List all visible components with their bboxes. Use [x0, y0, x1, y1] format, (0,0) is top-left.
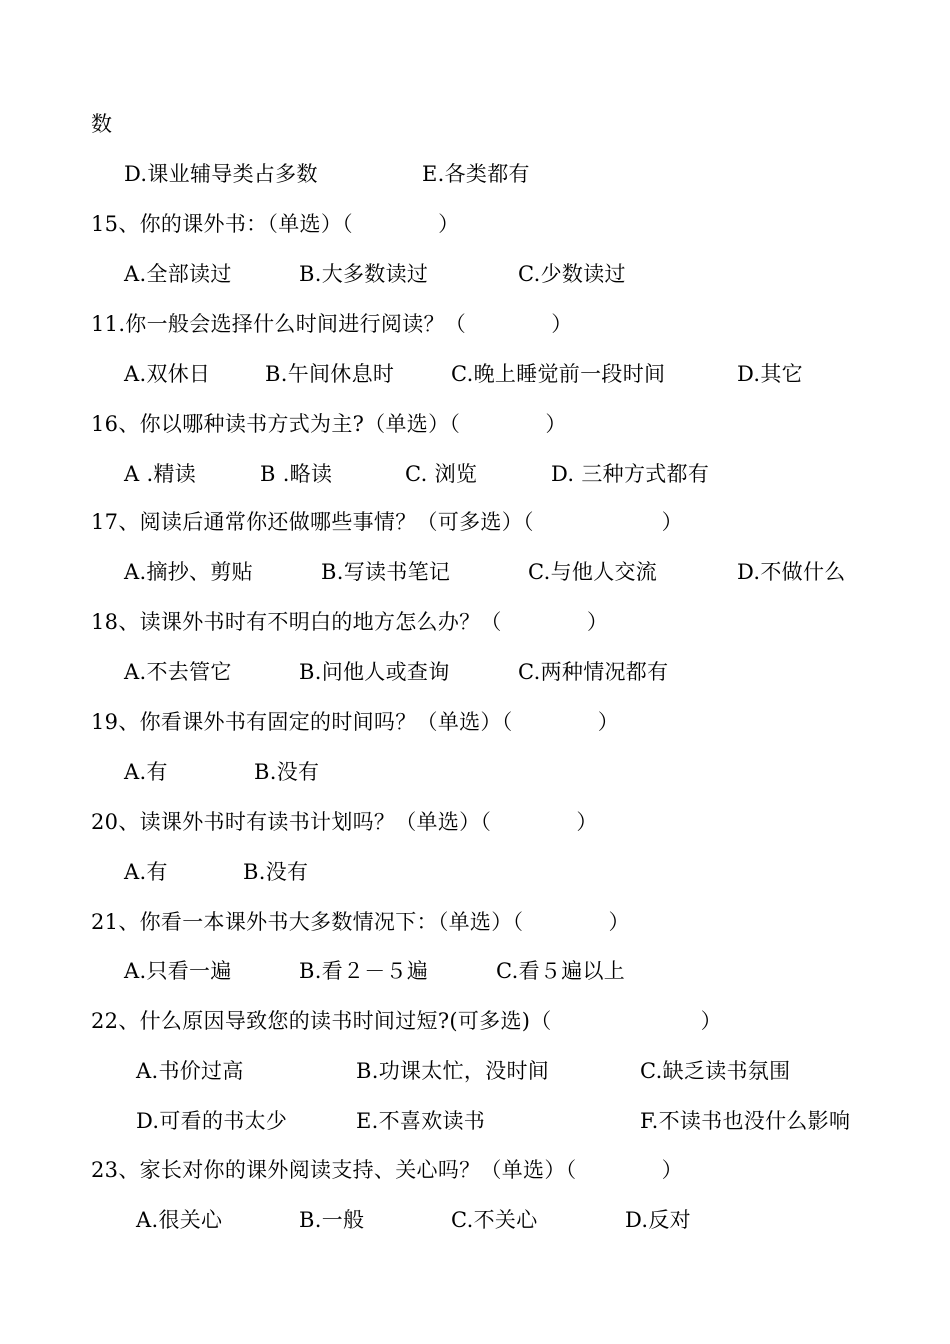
answer-option[interactable]: B.没有: [243, 860, 309, 884]
answer-option[interactable]: C.少数读过: [518, 262, 626, 286]
answer-option[interactable]: B.功课太忙，没时间: [356, 1059, 550, 1083]
answer-option[interactable]: A.有: [124, 760, 168, 784]
question-text: 16、你以哪种读书方式为主?（单选）（ ）: [91, 412, 567, 436]
continuation-text: 数: [91, 112, 113, 136]
question-text: 21、你看一本课外书大多数情况下：（单选）（ ）: [91, 910, 630, 934]
answer-option[interactable]: E.不喜欢读书: [356, 1109, 486, 1133]
answer-option[interactable]: B .略读: [260, 462, 333, 486]
answer-option[interactable]: D.其它: [737, 362, 803, 386]
answer-option[interactable]: D.课业辅导类占多数: [124, 162, 318, 186]
answer-option[interactable]: B.大多数读过: [299, 262, 429, 286]
answer-option[interactable]: A.全部读过: [124, 262, 232, 286]
answer-option[interactable]: A.双休日: [124, 362, 211, 386]
answer-option[interactable]: C.缺乏读书氛围: [640, 1059, 791, 1083]
answer-option[interactable]: C.与他人交流: [528, 560, 658, 584]
answer-option[interactable]: C. 浏览: [405, 462, 478, 486]
answer-option[interactable]: C.不关心: [451, 1208, 538, 1232]
answer-option[interactable]: A.很关心: [136, 1208, 223, 1232]
answer-option[interactable]: B.午间休息时: [265, 362, 395, 386]
question-text: 20、读课外书时有读书计划吗？（单选）（ ）: [91, 810, 598, 834]
question-text: 11.你一般会选择什么时间进行阅读？（ ）: [91, 312, 573, 336]
answer-option[interactable]: A.摘抄、剪贴: [124, 560, 253, 584]
question-text: 22、什么原因导致您的读书时间过短?(可多选)（ ）: [91, 1009, 722, 1033]
answer-option[interactable]: B.问他人或查询: [299, 660, 450, 684]
question-text: 19、你看课外书有固定的时间吗？（单选）（ ）: [91, 710, 620, 734]
answer-option[interactable]: A.只看一遍: [124, 959, 232, 983]
question-text: 18、读课外书时有不明白的地方怎么办？（ ）: [91, 610, 609, 634]
answer-option[interactable]: B.没有: [254, 760, 320, 784]
answer-option[interactable]: B.看２－５遍: [299, 959, 429, 983]
answer-option[interactable]: C.晚上睡觉前一段时间: [451, 362, 666, 386]
answer-option[interactable]: C.看５遍以上: [496, 959, 626, 983]
answer-option[interactable]: B.一般: [299, 1208, 365, 1232]
answer-option[interactable]: D.可看的书太少: [136, 1109, 288, 1133]
answer-option[interactable]: A.有: [124, 860, 168, 884]
answer-option[interactable]: A.不去管它: [124, 660, 232, 684]
question-text: 15、你的课外书：（单选）（ ）: [91, 212, 460, 236]
answer-option[interactable]: F.不读书也没什么影响: [640, 1109, 851, 1133]
answer-option[interactable]: D.反对: [625, 1208, 691, 1232]
answer-option[interactable]: D. 三种方式都有: [551, 462, 710, 486]
answer-option[interactable]: B.写读书笔记: [321, 560, 451, 584]
answer-option[interactable]: A .精读: [124, 462, 197, 486]
answer-option[interactable]: C.两种情况都有: [518, 660, 669, 684]
answer-option[interactable]: A.书价过高: [136, 1059, 244, 1083]
question-text: 17、阅读后通常你还做哪些事情？（可多选）（ ）: [91, 510, 683, 534]
answer-option[interactable]: D.不做什么: [737, 560, 846, 584]
answer-option[interactable]: E.各类都有: [422, 162, 530, 186]
question-text: 23、家长对你的课外阅读支持、关心吗？（单选）（ ）: [91, 1158, 683, 1182]
